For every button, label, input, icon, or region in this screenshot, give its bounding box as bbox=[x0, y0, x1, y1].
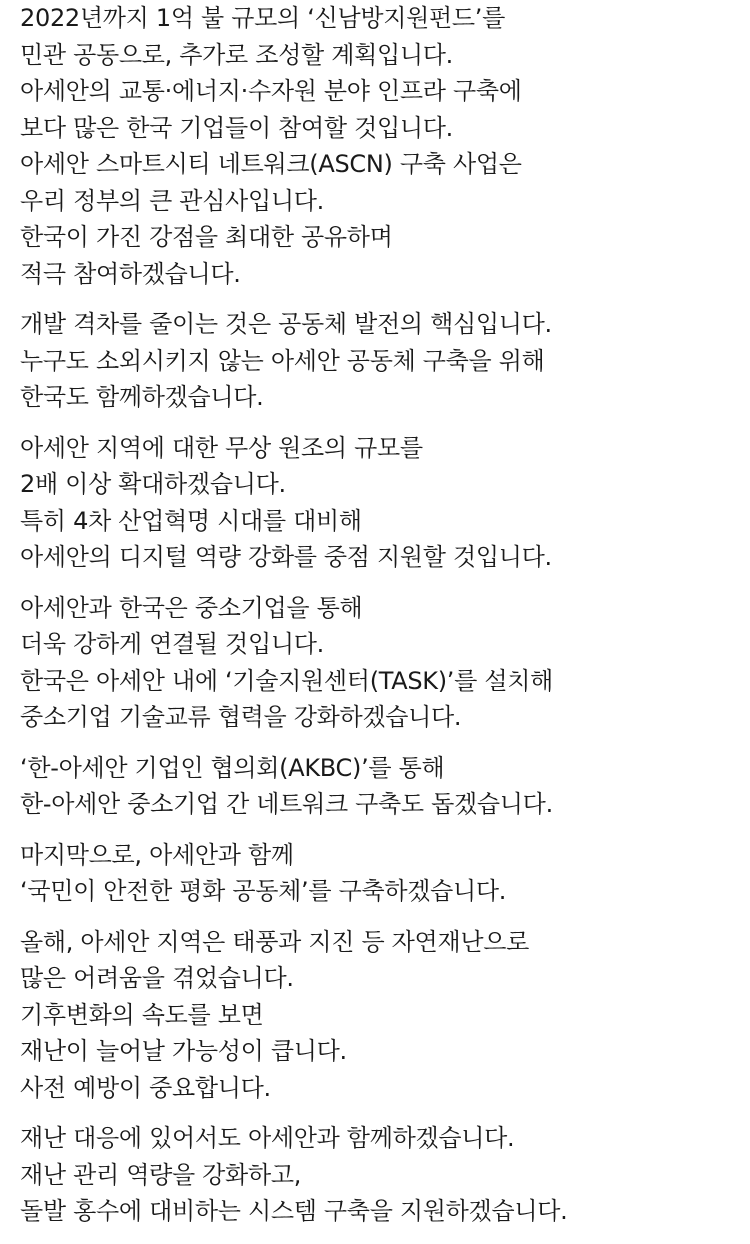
paragraph-2 bbox=[20, 306, 740, 416]
text-line: 더욱 강하게 연결될 것입니다. bbox=[20, 630, 324, 658]
paragraph-6 bbox=[20, 837, 740, 910]
text-line: 한국은 아세안 내에 ‘기술지원센터(TASK)’를 설치해 bbox=[20, 666, 553, 695]
text-line: 아세안과 한국은 중소기업을 통해 bbox=[20, 593, 363, 622]
text-line: 재난 관리 역량을 강화하고, bbox=[20, 1160, 302, 1189]
document-body bbox=[20, 0, 740, 1244]
paragraph-5 bbox=[20, 750, 740, 823]
text-line: 아세안의 디지털 역량 강화를 중점 지원할 것입니다. bbox=[20, 543, 552, 571]
paragraph-3 bbox=[20, 430, 740, 576]
text-line: ‘한-아세안 기업인 협의회(AKBC)’를 통해 bbox=[20, 753, 445, 782]
text-line: 기후변화의 속도를 보면 bbox=[20, 1000, 264, 1029]
paragraph-7 bbox=[20, 924, 740, 1107]
text-line: 아세안 스마트시티 네트워크(ASCN) 구축 사업은 bbox=[20, 150, 522, 178]
text-line: 마지막으로, 아세안과 함께 bbox=[20, 840, 294, 869]
text-line: 적극 참여하겠습니다. bbox=[20, 259, 241, 288]
text-line: 한-아세안 중소기업 간 네트워크 구축도 돕겠습니다. bbox=[20, 790, 553, 818]
text-line: 아세안 지역에 대한 무상 원조의 규모를 bbox=[20, 433, 423, 462]
text-line: 한국이 가진 강점을 최대한 공유하며 bbox=[20, 223, 393, 251]
text-line: 돌발 홍수에 대비하는 시스템 구축을 지원하겠습니다. bbox=[20, 1197, 568, 1225]
text-line: 사전 예방이 중요합니다. bbox=[20, 1073, 271, 1102]
text-line: 아세안의 교통·에너지·수자원 분야 인프라 구축에 bbox=[20, 77, 522, 105]
text-line: 재난 대응에 있어서도 아세안과 함께하겠습니다. bbox=[20, 1124, 515, 1152]
text-line: 보다 많은 한국 기업들이 참여할 것입니다. bbox=[20, 113, 454, 142]
text-line: 중소기업 기술교류 협력을 강화하겠습니다. bbox=[20, 703, 462, 731]
text-line: 2배 이상 확대하겠습니다. bbox=[20, 470, 286, 498]
text-line: 재난이 늘어날 가능성이 큽니다. bbox=[20, 1037, 347, 1065]
text-line: 특히 4차 산업혁명 시대를 대비해 bbox=[20, 506, 362, 535]
text-line: 2022년까지 1억 불 규모의 ‘신남방지원펀드’를 bbox=[20, 4, 505, 32]
text-line: 개발 격차를 줄이는 것은 공동체 발전의 핵심입니다. bbox=[20, 310, 552, 338]
text-line: 누구도 소외시키지 않는 아세안 공동체 구축을 위해 bbox=[20, 346, 545, 375]
text-line: ‘국민이 안전한 평화 공동체’를 구축하겠습니다. bbox=[20, 877, 507, 905]
paragraph-4 bbox=[20, 590, 740, 736]
paragraph-1 bbox=[20, 0, 740, 292]
paragraph-8 bbox=[20, 1120, 740, 1230]
text-line: 올해, 아세안 지역은 태풍과 지진 등 자연재난으로 bbox=[20, 927, 529, 956]
text-line: 한국도 함께하겠습니다. bbox=[20, 383, 264, 411]
text-line: 우리 정부의 큰 관심사입니다. bbox=[20, 186, 324, 215]
text-line: 민관 공동으로, 추가로 조성할 계획입니다. bbox=[20, 40, 454, 69]
text-line: 많은 어려움을 겪었습니다. bbox=[20, 964, 294, 992]
